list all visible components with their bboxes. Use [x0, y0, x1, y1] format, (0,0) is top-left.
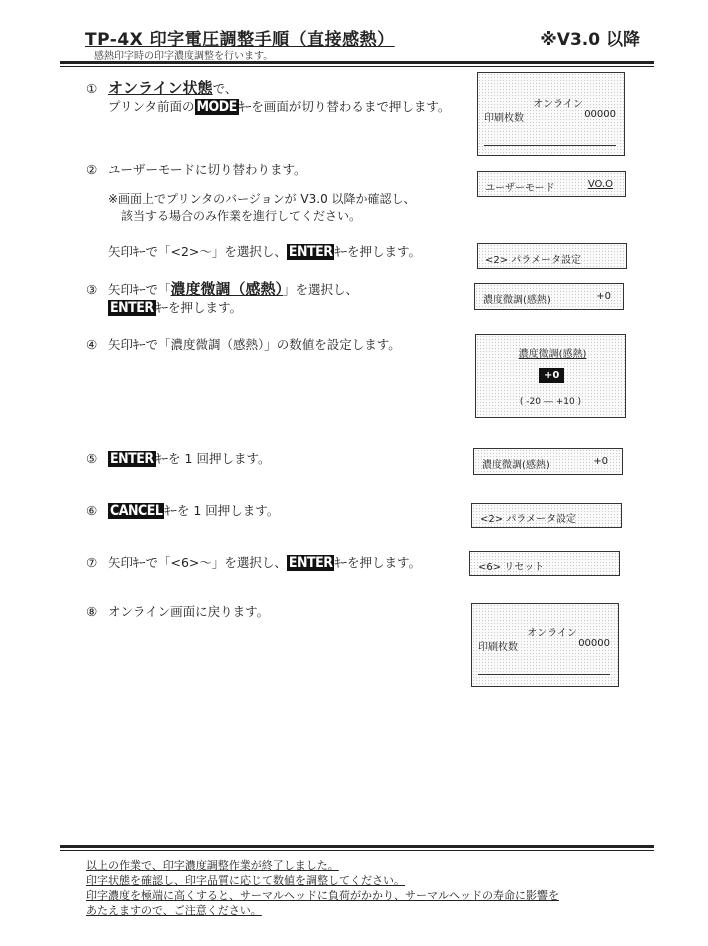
version-note-1: ※画面上でプリンタのバージョンが V3.0 以降か確認し、	[108, 192, 416, 206]
step-number: ③	[86, 282, 98, 297]
step-number: ②	[86, 162, 98, 177]
lcd-underline	[484, 145, 616, 146]
lcd-value: 00000	[578, 638, 610, 649]
lcd-title: オンライン	[533, 99, 583, 110]
enter-key: ENTER	[288, 555, 333, 571]
step-number: ①	[86, 81, 98, 96]
footer-line-2: 印字状態を確認し、印字品質に応じて数値を調整してください。	[86, 874, 405, 887]
lcd-usermode-screen	[477, 171, 626, 197]
page-title: TP-4X 印字電圧調整手順（直接感熱）	[85, 30, 395, 50]
step-text: ｷｰを押します。	[155, 300, 243, 315]
enter-key: ENTER	[110, 451, 154, 467]
lcd-value: 00000	[584, 109, 616, 120]
step-emphasis: 濃度微調（感熱）	[170, 280, 284, 298]
lcd-online-screen-2	[471, 603, 619, 687]
step-text: 矢印ｷｰで「濃度微調（感熱）」の数値を設定します。	[108, 337, 401, 352]
lcd-label: 印刷枚数	[478, 642, 518, 653]
lcd-value: +0	[593, 456, 608, 467]
footer-line-1: 以上の作業で、印字濃度調整作業が終了しました。	[86, 859, 339, 872]
step-text: プリンタ前面の	[108, 99, 195, 114]
step-4	[86, 336, 476, 354]
lcd-online-screen	[477, 72, 625, 156]
step-2	[86, 161, 476, 179]
lcd-density-set-screen	[475, 334, 626, 418]
step-7	[86, 554, 421, 572]
lcd-label: 濃度微調(感熱)	[482, 460, 550, 471]
step-text: 」を選択し、	[283, 282, 359, 297]
step-8	[86, 603, 269, 621]
lcd-range: ( -20 ― +10 )	[519, 397, 582, 407]
footer-line-3: 印字濃度を極端に高くすると、サーマルヘッドに負荷がかかり、サーマルヘッドの寿命に影響を	[86, 889, 559, 902]
step-text: ｷｰを画面が切り替わるまで押します。	[238, 99, 451, 114]
step-text: ユーザーモードに切り替わります。	[108, 162, 307, 177]
lcd-underline	[478, 674, 610, 675]
footer-line-4: あたえますので、ご注意ください。	[86, 904, 262, 917]
step-text: ｷｰを 1 回押します。	[164, 503, 280, 518]
lcd-density-screen-2	[473, 448, 623, 475]
lcd-label: ユーザーモード	[485, 183, 555, 194]
lcd-title: 濃度微調(感熱)	[518, 349, 587, 360]
header-divider	[60, 61, 654, 67]
step-text: 矢印ｷｰで「<2>～」を選択し、	[108, 244, 287, 259]
step-6	[86, 502, 279, 520]
version-note-2: 該当する場合のみ作業を進行してください。	[121, 209, 362, 223]
step-3	[86, 280, 476, 317]
step-number: ⑥	[86, 503, 98, 518]
step-text: ｷｰを押します。	[334, 244, 421, 259]
lcd-label: <2> パラメータ設定	[480, 514, 576, 525]
step-2-sub	[108, 243, 421, 261]
step-text: ｷｰを押します。	[334, 555, 421, 570]
lcd-value: +0	[596, 291, 611, 302]
lcd-label: 印刷枚数	[484, 113, 524, 124]
version-label: ※V3.0 以降	[540, 30, 640, 50]
enter-key: ENTER	[288, 244, 333, 260]
step-text: オンライン画面に戻ります。	[108, 604, 270, 619]
lcd-title: オンライン	[527, 628, 577, 639]
lcd-selected-value: +0	[539, 368, 564, 383]
lcd-label: <2> パラメータ設定	[485, 255, 581, 266]
step-5	[86, 450, 270, 468]
step-text: 矢印ｷｰで「<6>～」を選択し、	[108, 555, 287, 570]
lcd-reset-screen	[469, 551, 620, 576]
step-number: ⑦	[86, 555, 98, 570]
step-emphasis: オンライン状態	[108, 79, 213, 97]
lcd-param-screen-2	[471, 503, 622, 528]
enter-key: ENTER	[110, 300, 154, 316]
lcd-version: VO.O	[587, 179, 613, 190]
cancel-key: CANCEL	[110, 503, 163, 519]
step-number: ④	[86, 337, 98, 352]
lcd-density-screen	[474, 283, 624, 310]
page-subtitle: 感熱印字時の印字濃度調整を行います。	[94, 51, 274, 62]
footer-divider	[60, 845, 654, 851]
step-number: ⑧	[86, 604, 98, 619]
lcd-label: <6> リセット	[478, 562, 545, 573]
step-text: で、	[212, 81, 238, 96]
lcd-label: 濃度微調(感熱)	[483, 295, 551, 306]
step-text: 矢印ｷｰで「	[108, 282, 171, 297]
lcd-param-screen	[477, 243, 627, 269]
step-text: ｷｰを 1 回押します。	[155, 451, 271, 466]
step-number: ⑤	[86, 451, 98, 466]
mode-key: MODE	[196, 99, 237, 115]
step-1	[86, 79, 476, 116]
